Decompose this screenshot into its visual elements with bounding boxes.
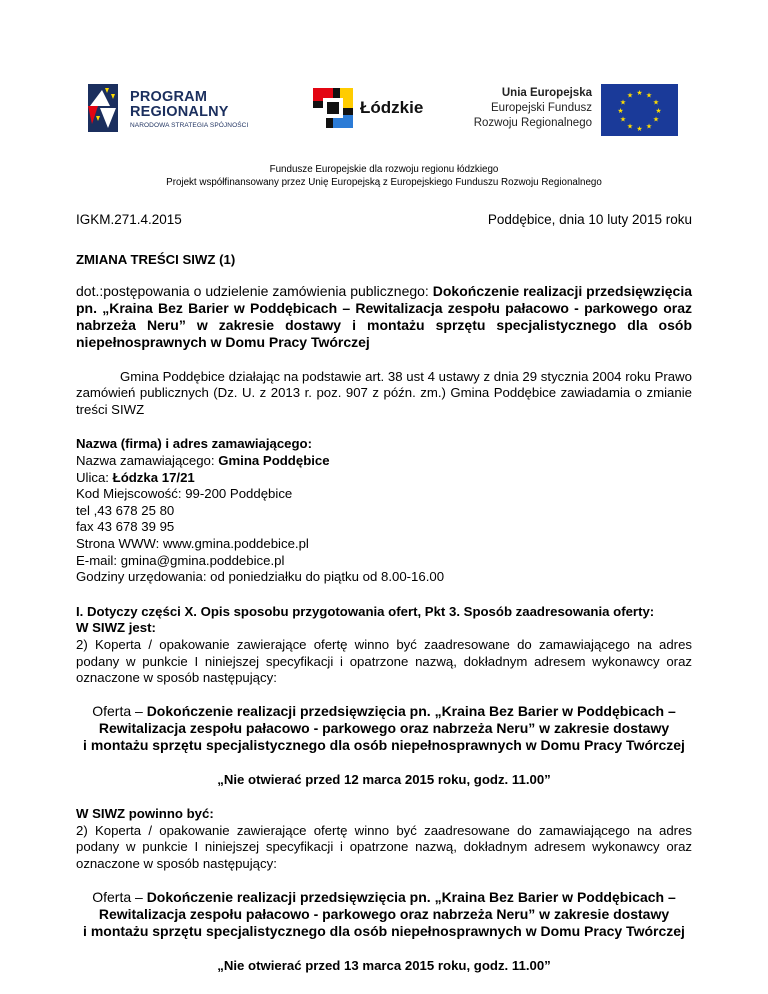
program-logo-line2: REGIONALNY [130, 104, 229, 120]
program-logo-line3: NARODOWA STRATEGIA SPÓJNOŚCI [130, 122, 249, 129]
current-offer-line1 [76, 703, 692, 720]
funding-note [0, 163, 768, 189]
corrected-offer-prefix: Oferta – [92, 888, 147, 905]
contracting-name-label: Nazwa zamawiającego: [76, 452, 219, 468]
current-label: W SIWZ jest: [76, 620, 156, 636]
document-title: ZMIANA TREŚCI SIWZ (1) [76, 252, 236, 267]
contracting-authority [76, 436, 692, 585]
intro-paragraph: Gmina Poddębice działając na podstawie art. 38 ust 4 ustawy z dnia 29 stycznia 2004 roku Prawo zamówień publicznych (Dz. U. z 2013 r. poz. 907 z późn. zm.) Gmina Poddębice zawiadamia o zmianie treści SIWZ [76, 368, 692, 417]
corrected-offer-title1: Dokończenie realizacji przedsięwzięcia pn. „Kraina Bez Barier w Poddębicach – [146, 888, 676, 905]
current-deadline: „Nie otwierać przed 12 marca 2015 roku, godz. 11.00” [217, 771, 551, 787]
current-offer-prefix: Oferta – [92, 702, 147, 719]
contracting-fax: fax 43 678 39 95 [76, 519, 175, 535]
document-body [76, 252, 692, 974]
corrected-offer-line1 [76, 889, 692, 906]
logo-header [0, 80, 768, 140]
corrected-text: 2) Koperta / opakowanie zawierające ofertę winno być zaadresowane do zamawiającego na adres podany w punkcie I niniejszej specyfikacji i opatrzone nazwą, dokładnym adresem wykonawcy oraz oznaczone w sposób następujący: [76, 822, 692, 872]
section-heading: I. Dotyczy części X. Opis sposobu przygotowania ofert, Pkt 3. Sposób zaadresowania oferty: [76, 603, 655, 619]
corrected-offer-rest: montażu sprzętu specjalistycznego dla osób niepełnosprawnych w Domu Pracy Twórczej [86, 922, 685, 939]
svg-text:★: ★ [626, 91, 634, 100]
lodzkie-logo [313, 88, 443, 132]
current-text: 2) Koperta / opakowanie zawierające ofertę winno być zaadresowane do zamawiającego na adres podany w punkcie I niniejszej specyfikacji i opatrzone nazwą, dokładnym adresem wykonawcy oraz oznaczone w sposób następujący: [76, 636, 692, 686]
contracting-street-value: Łódzka 17/21 [112, 469, 195, 485]
contracting-www: Strona WWW: www.gmina.poddebice.pl [76, 535, 309, 551]
corrected-offer-label [76, 889, 692, 940]
current-offer-line2: Rewitalizacja zespołu pałacowo - parkowego oraz nabrzeża Neru” w zakresie dostawy [98, 719, 670, 736]
contracting-street [76, 470, 692, 487]
eu-line1: Unia Europejska [501, 87, 592, 99]
document-date: Poddębice, dnia 10 luty 2015 roku [487, 212, 692, 227]
contracting-heading: Nazwa (firma) i adres zamawiającego: [76, 436, 312, 452]
svg-text:★: ★ [636, 89, 643, 97]
contracting-postal: Kod Miejscowość: 99-200 Poddębice [76, 486, 293, 502]
contracting-street-label: Ulica: [76, 469, 113, 485]
current-offer-line3: i montażu sprzętu specjalistycznego dla osób niepełnosprawnych w Domu Pracy Twórczej [83, 736, 685, 753]
contracting-tel: tel ,43 678 25 80 [76, 502, 175, 518]
eu-line3: Rozwoju Regionalnego [473, 117, 592, 129]
svg-text:★: ★ [626, 122, 634, 131]
svg-text:★: ★ [645, 122, 653, 131]
eu-line2: Europejski Fundusz [491, 102, 592, 114]
funding-line2: Projekt współfinansowany przez Unię Europejską z Europejskiego Funduszu Rozwoju Regionalnego [166, 177, 602, 188]
program-logo-line1: PROGRAM [130, 89, 208, 105]
contracting-email: E-mail: gmina@gmina.poddebice.pl [76, 552, 285, 568]
subject-paragraph [76, 283, 692, 351]
svg-text:★: ★ [645, 91, 653, 100]
lodzkie-mark-icon [313, 88, 353, 128]
funding-line1: Fundusze Europejskie dla rozwoju regionu łódzkiego [269, 164, 499, 175]
contracting-name [76, 453, 692, 470]
svg-text:★: ★ [619, 115, 627, 124]
contracting-name-value: Gmina Poddębice [218, 452, 330, 468]
eu-flag-icon [601, 84, 678, 136]
eu-logo-text [474, 86, 592, 131]
contracting-hours: Godziny urzędowania: od poniedziałku do piątku od 8.00-16.00 [76, 569, 445, 585]
corrected-offer-line2: Rewitalizacja zespołu pałacowo - parkowego oraz nabrzeża Neru” w zakresie dostawy [98, 905, 670, 922]
reference-line [76, 212, 692, 230]
corrected-offer-line3 [76, 923, 692, 940]
current-offer-title1: Dokończenie realizacji przedsięwzięcia pn. „Kraina Bez Barier w Poddębicach – [146, 702, 676, 719]
svg-text:★: ★ [652, 115, 660, 124]
corrected-label: W SIWZ powinno być: [76, 806, 214, 822]
lodzkie-logo-text: Łódzkie [360, 98, 424, 117]
corrected-offer-i: i [83, 922, 87, 939]
svg-text:★: ★ [655, 107, 662, 115]
reference-number: IGKM.271.4.2015 [76, 212, 182, 227]
svg-text:★: ★ [617, 107, 624, 115]
current-offer-label [76, 703, 692, 754]
program-regionalny-mark-icon [88, 84, 126, 132]
corrected-deadline: „Nie otwierać przed 13 marca 2015 roku, godz. 11.00” [217, 957, 551, 973]
svg-text:★: ★ [619, 98, 627, 107]
subject-prefix: dot.:postępowania o udzielenie zamówienia publicznego: [76, 282, 433, 299]
program-regionalny-logo [88, 84, 268, 138]
svg-text:★: ★ [652, 98, 660, 107]
svg-text:★: ★ [636, 125, 643, 133]
subject-title: Dokończenie realizacji przedsięwzięcia pn. „Kraina Bez Barier w Poddębicach – Rewitalizacja zespołu pałacowo - parkowego oraz nabrzeża Neru” w zakresie dostawy i montażu sprzętu specjalistycznego dla osób niepełnosprawnych w Domu Pracy Twórczej [76, 282, 692, 350]
